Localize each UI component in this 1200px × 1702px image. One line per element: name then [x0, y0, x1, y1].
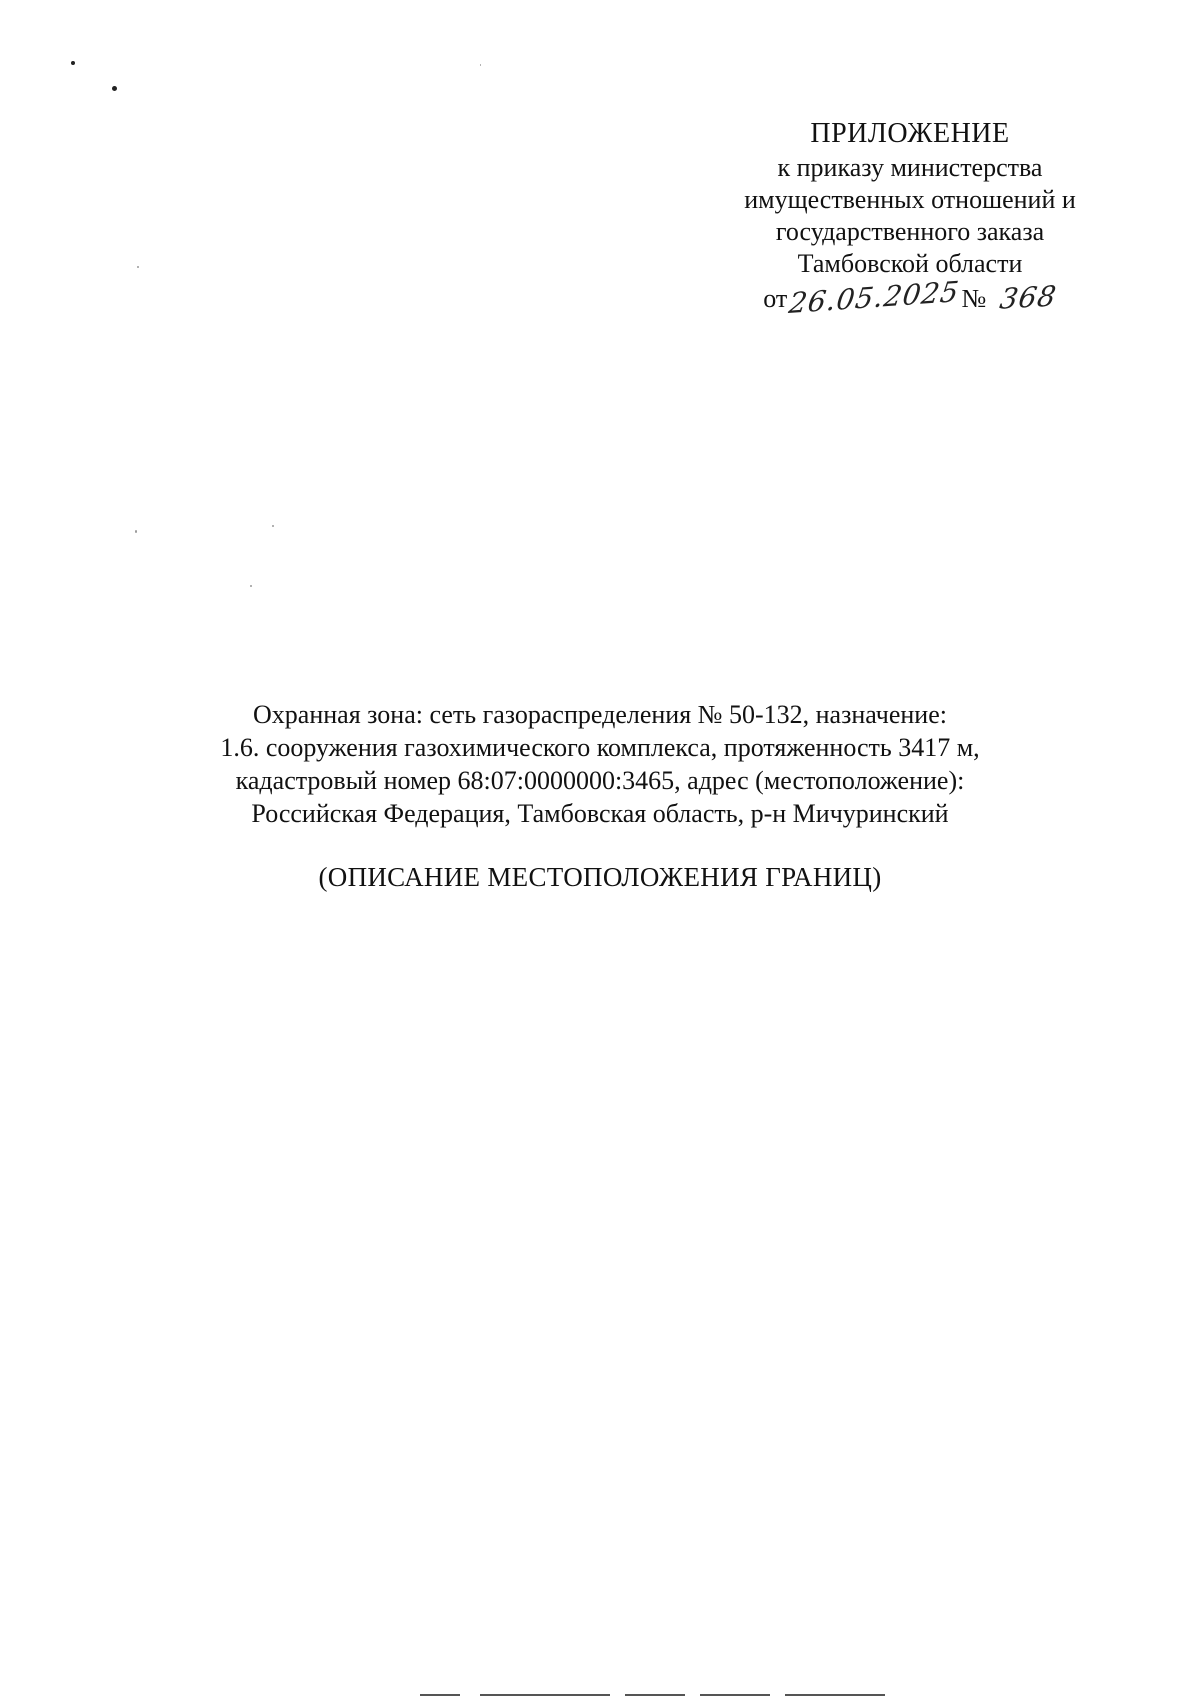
scan-speck — [112, 86, 117, 91]
bottom-scan-artifact — [420, 1694, 890, 1698]
order-reference — [700, 274, 1120, 321]
number-sign: № — [961, 284, 987, 313]
section-title: (ОПИСАНИЕ МЕСТОПОЛОЖЕНИЯ ГРАНИЦ) — [318, 862, 882, 892]
scan-speck — [137, 266, 139, 268]
appendix-line-3: государственного заказа — [775, 217, 1045, 246]
appendix-line-1: к приказу министерства — [777, 153, 1043, 182]
scan-speck — [71, 61, 75, 65]
scan-speck — [250, 585, 252, 587]
scan-speck — [272, 525, 274, 527]
zone-line-2: 1.6. сооружения газохимического комплекса, протяженность 3417 м, — [220, 733, 980, 762]
order-prefix: от — [763, 284, 788, 313]
zone-line-3: кадастровый номер 68:07:0000000:3465, адрес (местоположение): — [235, 766, 965, 795]
appendix-line-4: Тамбовской области — [797, 249, 1023, 278]
handwritten-order-number: 368 — [997, 279, 1060, 316]
zone-line-1: Охранная зона: сеть газораспределения № 50-132, назначение: — [253, 700, 947, 729]
scan-speck — [135, 530, 137, 533]
appendix-header — [700, 118, 1120, 321]
zone-line-4: Российская Федерация, Тамбовская область, р-н Мичуринский — [251, 799, 949, 828]
handwritten-order-date: 26.05.2025 — [787, 274, 962, 321]
appendix-line-2: имущественных отношений и — [744, 185, 1076, 214]
appendix-title: ПРИЛОЖЕНИЕ — [810, 118, 1010, 149]
protection-zone-description — [140, 698, 1060, 830]
scan-speck — [480, 64, 481, 66]
